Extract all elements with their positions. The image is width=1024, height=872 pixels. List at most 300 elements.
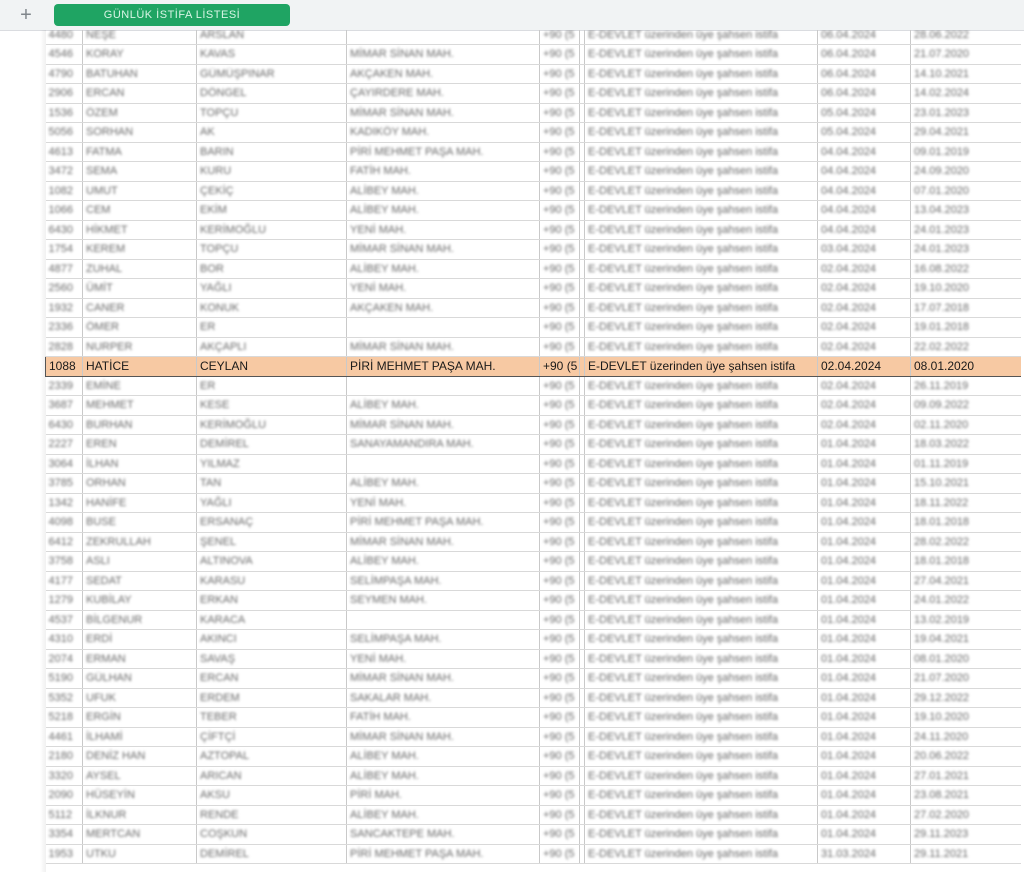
membership-date-cell[interactable]: 27.01.2021 xyxy=(911,766,1022,786)
neighborhood-cell[interactable]: AKÇAKEN MAH. xyxy=(347,64,540,84)
reason-cell[interactable]: E-DEVLET üzerinden üye şahsen istifa xyxy=(585,415,818,435)
last-name-cell[interactable]: TOPÇU xyxy=(197,103,347,123)
membership-date-cell[interactable]: 18.01.2018 xyxy=(911,552,1022,572)
member-no-cell[interactable]: 2560 xyxy=(46,279,83,299)
first-name-cell[interactable]: BUSE xyxy=(83,513,197,533)
member-no-cell[interactable]: 3785 xyxy=(46,474,83,494)
table-row[interactable] xyxy=(46,240,1022,260)
membership-date-cell[interactable]: 18.03.2022 xyxy=(911,435,1022,455)
member-no-cell[interactable]: 3687 xyxy=(46,396,83,416)
membership-date-cell[interactable]: 15.10.2021 xyxy=(911,474,1022,494)
membership-date-cell[interactable]: 16.08.2022 xyxy=(911,259,1022,279)
first-name-cell[interactable]: ÖMER xyxy=(83,318,197,338)
member-no-cell[interactable]: 1279 xyxy=(46,591,83,611)
member-no-cell[interactable]: 4461 xyxy=(46,727,83,747)
phone-cell[interactable]: +90 (5 xyxy=(540,84,580,104)
membership-date-cell[interactable]: 24.01.2023 xyxy=(911,220,1022,240)
first-name-cell[interactable]: CEM xyxy=(83,201,197,221)
resignation-date-cell[interactable]: 02.04.2024 xyxy=(818,396,911,416)
neighborhood-cell[interactable]: ALİBEY MAH. xyxy=(347,259,540,279)
first-name-cell[interactable]: BATUHAN xyxy=(83,64,197,84)
reason-cell[interactable]: E-DEVLET üzerinden üye şahsen istifa xyxy=(585,357,818,377)
first-name-cell[interactable]: MERTCAN xyxy=(83,825,197,845)
resignation-date-cell[interactable]: 06.04.2024 xyxy=(818,84,911,104)
member-no-cell[interactable]: 1754 xyxy=(46,240,83,260)
last-name-cell[interactable]: ERKAN xyxy=(197,591,347,611)
last-name-cell[interactable]: TEBER xyxy=(197,708,347,728)
resignation-date-cell[interactable]: 01.04.2024 xyxy=(818,669,911,689)
phone-cell[interactable]: +90 (5 xyxy=(540,162,580,182)
member-no-cell[interactable]: 3064 xyxy=(46,454,83,474)
member-no-cell[interactable]: 2828 xyxy=(46,337,83,357)
first-name-cell[interactable]: ZEKRULLAH xyxy=(83,532,197,552)
phone-cell[interactable]: +90 (5 xyxy=(540,649,580,669)
neighborhood-cell[interactable]: PİRİ MEHMET PAŞA MAH. xyxy=(347,844,540,864)
first-name-cell[interactable]: SEDAT xyxy=(83,571,197,591)
neighborhood-cell[interactable]: SANAYAMANDIRA MAH. xyxy=(347,435,540,455)
first-name-cell[interactable]: İLKNUR xyxy=(83,805,197,825)
membership-date-cell[interactable]: 07.01.2020 xyxy=(911,181,1022,201)
resignation-date-cell[interactable]: 01.04.2024 xyxy=(818,747,911,767)
neighborhood-cell[interactable]: YENİ MAH. xyxy=(347,649,540,669)
reason-cell[interactable]: E-DEVLET üzerinden üye şahsen istifa xyxy=(585,766,818,786)
table-row[interactable] xyxy=(46,181,1022,201)
last-name-cell[interactable]: BARIN xyxy=(197,142,347,162)
neighborhood-cell[interactable]: PİRİ MEHMET PAŞA MAH. xyxy=(347,513,540,533)
neighborhood-cell[interactable]: KADIKÖY MAH. xyxy=(347,123,540,143)
first-name-cell[interactable]: ÖZEM xyxy=(83,103,197,123)
resignation-date-cell[interactable]: 04.04.2024 xyxy=(818,162,911,182)
membership-date-cell[interactable]: 18.11.2022 xyxy=(911,493,1022,513)
phone-cell[interactable]: +90 (5 xyxy=(540,240,580,260)
last-name-cell[interactable]: ERDEM xyxy=(197,688,347,708)
membership-date-cell[interactable]: 29.11.2021 xyxy=(911,844,1022,864)
first-name-cell[interactable]: HÜSEYİN xyxy=(83,786,197,806)
first-name-cell[interactable]: KEREM xyxy=(83,240,197,260)
table-row[interactable] xyxy=(46,435,1022,455)
resignation-date-cell[interactable]: 01.04.2024 xyxy=(818,591,911,611)
member-no-cell[interactable]: 3472 xyxy=(46,162,83,182)
reason-cell[interactable]: E-DEVLET üzerinden üye şahsen istifa xyxy=(585,337,818,357)
resignation-date-cell[interactable]: 01.04.2024 xyxy=(818,786,911,806)
membership-date-cell[interactable]: 22.02.2022 xyxy=(911,337,1022,357)
table-row[interactable] xyxy=(46,786,1022,806)
last-name-cell[interactable]: YAĞLI xyxy=(197,493,347,513)
sheet-tab[interactable]: GÜNLÜK İSTİFA LİSTESİ xyxy=(54,4,290,26)
phone-cell[interactable]: +90 (5 xyxy=(540,220,580,240)
resignation-date-cell[interactable]: 01.04.2024 xyxy=(818,688,911,708)
membership-date-cell[interactable]: 24.01.2022 xyxy=(911,591,1022,611)
reason-cell[interactable]: E-DEVLET üzerinden üye şahsen istifa xyxy=(585,610,818,630)
resignation-date-cell[interactable]: 01.04.2024 xyxy=(818,610,911,630)
neighborhood-cell[interactable]: MİMAR SİNAN MAH. xyxy=(347,240,540,260)
table-row[interactable] xyxy=(46,45,1022,65)
membership-date-cell[interactable]: 28.06.2022 xyxy=(911,30,1022,45)
resignation-date-cell[interactable]: 04.04.2024 xyxy=(818,142,911,162)
first-name-cell[interactable]: SEMA xyxy=(83,162,197,182)
reason-cell[interactable]: E-DEVLET üzerinden üye şahsen istifa xyxy=(585,630,818,650)
table-row[interactable] xyxy=(46,220,1022,240)
reason-cell[interactable]: E-DEVLET üzerinden üye şahsen istifa xyxy=(585,552,818,572)
resignation-date-cell[interactable]: 02.04.2024 xyxy=(818,357,911,377)
phone-cell[interactable]: +90 (5 xyxy=(540,376,580,396)
first-name-cell[interactable]: BURHAN xyxy=(83,415,197,435)
first-name-cell[interactable]: EMİNE xyxy=(83,376,197,396)
resignation-date-cell[interactable]: 01.04.2024 xyxy=(818,552,911,572)
table-row[interactable] xyxy=(46,591,1022,611)
membership-date-cell[interactable]: 14.02.2024 xyxy=(911,84,1022,104)
reason-cell[interactable]: E-DEVLET üzerinden üye şahsen istifa xyxy=(585,84,818,104)
table-row[interactable] xyxy=(46,766,1022,786)
last-name-cell[interactable]: AK xyxy=(197,123,347,143)
phone-cell[interactable]: +90 (5 xyxy=(540,103,580,123)
neighborhood-cell[interactable]: ALİBEY MAH. xyxy=(347,552,540,572)
neighborhood-cell[interactable]: ALİBEY MAH. xyxy=(347,201,540,221)
first-name-cell[interactable]: CANER xyxy=(83,298,197,318)
phone-cell[interactable]: +90 (5 xyxy=(540,454,580,474)
reason-cell[interactable]: E-DEVLET üzerinden üye şahsen istifa xyxy=(585,142,818,162)
member-no-cell[interactable]: 1088 xyxy=(46,357,83,377)
last-name-cell[interactable]: SAVAŞ xyxy=(197,649,347,669)
member-no-cell[interactable]: 4480 xyxy=(46,30,83,45)
neighborhood-cell[interactable]: MİMAR SİNAN MAH. xyxy=(347,727,540,747)
resignation-date-cell[interactable]: 01.04.2024 xyxy=(818,708,911,728)
member-no-cell[interactable]: 2227 xyxy=(46,435,83,455)
table-row[interactable] xyxy=(46,162,1022,182)
last-name-cell[interactable]: TAN xyxy=(197,474,347,494)
resignation-date-cell[interactable]: 05.04.2024 xyxy=(818,103,911,123)
table-row[interactable] xyxy=(46,630,1022,650)
reason-cell[interactable]: E-DEVLET üzerinden üye şahsen istifa xyxy=(585,513,818,533)
membership-date-cell[interactable]: 21.07.2020 xyxy=(911,45,1022,65)
reason-cell[interactable]: E-DEVLET üzerinden üye şahsen istifa xyxy=(585,532,818,552)
neighborhood-cell[interactable]: SEYMEN MAH. xyxy=(347,591,540,611)
membership-date-cell[interactable]: 08.01.2020 xyxy=(911,357,1022,377)
first-name-cell[interactable]: ASLI xyxy=(83,552,197,572)
table-row[interactable] xyxy=(46,493,1022,513)
member-no-cell[interactable]: 2090 xyxy=(46,786,83,806)
membership-date-cell[interactable]: 13.04.2023 xyxy=(911,201,1022,221)
member-no-cell[interactable]: 4537 xyxy=(46,610,83,630)
member-no-cell[interactable]: 4098 xyxy=(46,513,83,533)
membership-date-cell[interactable]: 29.04.2021 xyxy=(911,123,1022,143)
table-row[interactable] xyxy=(46,688,1022,708)
reason-cell[interactable]: E-DEVLET üzerinden üye şahsen istifa xyxy=(585,708,818,728)
neighborhood-cell[interactable]: PİRİ MEHMET PAŞA MAH. xyxy=(347,357,540,377)
spreadsheet-grid[interactable] xyxy=(45,30,1021,872)
resignation-date-cell[interactable]: 04.04.2024 xyxy=(818,201,911,221)
neighborhood-cell[interactable]: FATİH MAH. xyxy=(347,162,540,182)
phone-cell[interactable]: +90 (5 xyxy=(540,805,580,825)
first-name-cell[interactable]: HATİCE xyxy=(83,357,197,377)
reason-cell[interactable]: E-DEVLET üzerinden üye şahsen istifa xyxy=(585,64,818,84)
neighborhood-cell[interactable]: MİMAR SİNAN MAH. xyxy=(347,532,540,552)
last-name-cell[interactable]: DÖNGEL xyxy=(197,84,347,104)
table-row[interactable] xyxy=(46,84,1022,104)
member-no-cell[interactable]: 5112 xyxy=(46,805,83,825)
member-no-cell[interactable]: 3320 xyxy=(46,766,83,786)
neighborhood-cell[interactable]: MİMAR SİNAN MAH. xyxy=(347,45,540,65)
member-no-cell[interactable]: 2074 xyxy=(46,649,83,669)
table-row[interactable] xyxy=(46,279,1022,299)
phone-cell[interactable]: +90 (5 xyxy=(540,435,580,455)
reason-cell[interactable]: E-DEVLET üzerinden üye şahsen istifa xyxy=(585,844,818,864)
resignation-date-cell[interactable]: 02.04.2024 xyxy=(818,376,911,396)
member-no-cell[interactable]: 2339 xyxy=(46,376,83,396)
phone-cell[interactable]: +90 (5 xyxy=(540,396,580,416)
phone-cell[interactable]: +90 (5 xyxy=(540,688,580,708)
phone-cell[interactable]: +90 (5 xyxy=(540,318,580,338)
first-name-cell[interactable]: BİLGENUR xyxy=(83,610,197,630)
reason-cell[interactable]: E-DEVLET üzerinden üye şahsen istifa xyxy=(585,396,818,416)
table-row[interactable] xyxy=(46,415,1022,435)
table-row[interactable] xyxy=(46,337,1022,357)
reason-cell[interactable]: E-DEVLET üzerinden üye şahsen istifa xyxy=(585,805,818,825)
table-row[interactable] xyxy=(46,747,1022,767)
member-no-cell[interactable]: 1536 xyxy=(46,103,83,123)
highlighted-row[interactable] xyxy=(46,357,1022,377)
resignation-date-cell[interactable]: 02.04.2024 xyxy=(818,259,911,279)
resignation-date-cell[interactable]: 01.04.2024 xyxy=(818,805,911,825)
last-name-cell[interactable]: ERSANAÇ xyxy=(197,513,347,533)
reason-cell[interactable]: E-DEVLET üzerinden üye şahsen istifa xyxy=(585,201,818,221)
last-name-cell[interactable]: ER xyxy=(197,318,347,338)
reason-cell[interactable]: E-DEVLET üzerinden üye şahsen istifa xyxy=(585,298,818,318)
member-no-cell[interactable]: 4310 xyxy=(46,630,83,650)
resignation-date-cell[interactable]: 01.04.2024 xyxy=(818,513,911,533)
membership-date-cell[interactable]: 19.10.2020 xyxy=(911,279,1022,299)
reason-cell[interactable]: E-DEVLET üzerinden üye şahsen istifa xyxy=(585,493,818,513)
resignation-date-cell[interactable]: 02.04.2024 xyxy=(818,318,911,338)
neighborhood-cell[interactable] xyxy=(347,610,540,630)
last-name-cell[interactable]: CEYLAN xyxy=(197,357,347,377)
neighborhood-cell[interactable]: ALİBEY MAH. xyxy=(347,396,540,416)
first-name-cell[interactable]: DENİZ HAN xyxy=(83,747,197,767)
phone-cell[interactable]: +90 (5 xyxy=(540,30,580,45)
member-no-cell[interactable]: 1932 xyxy=(46,298,83,318)
phone-cell[interactable]: +90 (5 xyxy=(540,279,580,299)
member-no-cell[interactable]: 1342 xyxy=(46,493,83,513)
membership-date-cell[interactable]: 26.11.2019 xyxy=(911,376,1022,396)
resignation-date-cell[interactable]: 01.04.2024 xyxy=(818,435,911,455)
resignation-date-cell[interactable]: 06.04.2024 xyxy=(818,30,911,45)
phone-cell[interactable]: +90 (5 xyxy=(540,45,580,65)
reason-cell[interactable]: E-DEVLET üzerinden üye şahsen istifa xyxy=(585,786,818,806)
last-name-cell[interactable]: GÜMÜŞPINAR xyxy=(197,64,347,84)
first-name-cell[interactable]: UFUK xyxy=(83,688,197,708)
membership-date-cell[interactable]: 27.02.2020 xyxy=(911,805,1022,825)
reason-cell[interactable]: E-DEVLET üzerinden üye şahsen istifa xyxy=(585,279,818,299)
table-row[interactable] xyxy=(46,708,1022,728)
first-name-cell[interactable]: UMUT xyxy=(83,181,197,201)
last-name-cell[interactable]: KARASU xyxy=(197,571,347,591)
membership-date-cell[interactable]: 24.11.2020 xyxy=(911,727,1022,747)
member-no-cell[interactable]: 6430 xyxy=(46,415,83,435)
member-no-cell[interactable]: 3354 xyxy=(46,825,83,845)
phone-cell[interactable]: +90 (5 xyxy=(540,727,580,747)
membership-date-cell[interactable]: 29.11.2023 xyxy=(911,825,1022,845)
last-name-cell[interactable]: ARICAN xyxy=(197,766,347,786)
neighborhood-cell[interactable]: YENİ MAH. xyxy=(347,279,540,299)
reason-cell[interactable]: E-DEVLET üzerinden üye şahsen istifa xyxy=(585,688,818,708)
neighborhood-cell[interactable] xyxy=(347,30,540,45)
first-name-cell[interactable]: NEŞE xyxy=(83,30,197,45)
last-name-cell[interactable]: ARSLAN xyxy=(197,30,347,45)
reason-cell[interactable]: E-DEVLET üzerinden üye şahsen istifa xyxy=(585,669,818,689)
first-name-cell[interactable]: MEHMET xyxy=(83,396,197,416)
phone-cell[interactable]: +90 (5 xyxy=(540,747,580,767)
first-name-cell[interactable]: EREN xyxy=(83,435,197,455)
last-name-cell[interactable]: RENDE xyxy=(197,805,347,825)
table-row[interactable] xyxy=(46,532,1022,552)
member-no-cell[interactable]: 1066 xyxy=(46,201,83,221)
phone-cell[interactable]: +90 (5 xyxy=(540,64,580,84)
neighborhood-cell[interactable]: ALİBEY MAH. xyxy=(347,766,540,786)
neighborhood-cell[interactable]: YENİ MAH. xyxy=(347,493,540,513)
membership-date-cell[interactable]: 29.12.2022 xyxy=(911,688,1022,708)
resignation-date-cell[interactable]: 01.04.2024 xyxy=(818,630,911,650)
last-name-cell[interactable]: DEMİREL xyxy=(197,844,347,864)
first-name-cell[interactable]: NURPER xyxy=(83,337,197,357)
neighborhood-cell[interactable]: FATİH MAH. xyxy=(347,708,540,728)
table-row[interactable] xyxy=(46,298,1022,318)
membership-date-cell[interactable]: 17.07.2018 xyxy=(911,298,1022,318)
last-name-cell[interactable]: ALTINOVA xyxy=(197,552,347,572)
last-name-cell[interactable]: AKINCI xyxy=(197,630,347,650)
phone-cell[interactable]: +90 (5 xyxy=(540,708,580,728)
membership-date-cell[interactable]: 09.01.2019 xyxy=(911,142,1022,162)
reason-cell[interactable]: E-DEVLET üzerinden üye şahsen istifa xyxy=(585,825,818,845)
reason-cell[interactable]: E-DEVLET üzerinden üye şahsen istifa xyxy=(585,727,818,747)
phone-cell[interactable]: +90 (5 xyxy=(540,357,580,377)
membership-date-cell[interactable]: 23.01.2023 xyxy=(911,103,1022,123)
first-name-cell[interactable]: ERDİ xyxy=(83,630,197,650)
phone-cell[interactable]: +90 (5 xyxy=(540,493,580,513)
neighborhood-cell[interactable]: ALİBEY MAH. xyxy=(347,474,540,494)
table-row[interactable] xyxy=(46,825,1022,845)
reason-cell[interactable]: E-DEVLET üzerinden üye şahsen istifa xyxy=(585,435,818,455)
neighborhood-cell[interactable]: SELİMPAŞA MAH. xyxy=(347,630,540,650)
membership-date-cell[interactable]: 24.01.2023 xyxy=(911,240,1022,260)
table-row[interactable] xyxy=(46,103,1022,123)
member-no-cell[interactable]: 4613 xyxy=(46,142,83,162)
first-name-cell[interactable]: FATMA xyxy=(83,142,197,162)
first-name-cell[interactable]: ERMAN xyxy=(83,649,197,669)
reason-cell[interactable]: E-DEVLET üzerinden üye şahsen istifa xyxy=(585,45,818,65)
phone-cell[interactable]: +90 (5 xyxy=(540,142,580,162)
member-no-cell[interactable]: 6430 xyxy=(46,220,83,240)
resignation-date-cell[interactable]: 01.04.2024 xyxy=(818,825,911,845)
reason-cell[interactable]: E-DEVLET üzerinden üye şahsen istifa xyxy=(585,162,818,182)
member-no-cell[interactable]: 6412 xyxy=(46,532,83,552)
table-row[interactable] xyxy=(46,376,1022,396)
member-no-cell[interactable]: 5218 xyxy=(46,708,83,728)
phone-cell[interactable]: +90 (5 xyxy=(540,571,580,591)
neighborhood-cell[interactable]: AKÇAKEN MAH. xyxy=(347,298,540,318)
reason-cell[interactable]: E-DEVLET üzerinden üye şahsen istifa xyxy=(585,649,818,669)
membership-date-cell[interactable]: 23.08.2021 xyxy=(911,786,1022,806)
phone-cell[interactable]: +90 (5 xyxy=(540,415,580,435)
membership-date-cell[interactable]: 27.04.2021 xyxy=(911,571,1022,591)
reason-cell[interactable]: E-DEVLET üzerinden üye şahsen istifa xyxy=(585,220,818,240)
table-row[interactable] xyxy=(46,571,1022,591)
membership-date-cell[interactable]: 09.09.2022 xyxy=(911,396,1022,416)
neighborhood-cell[interactable]: MİMAR SİNAN MAH. xyxy=(347,103,540,123)
resignation-date-cell[interactable]: 05.04.2024 xyxy=(818,123,911,143)
resignation-date-cell[interactable]: 01.04.2024 xyxy=(818,766,911,786)
resignation-date-cell[interactable]: 03.04.2024 xyxy=(818,240,911,260)
first-name-cell[interactable]: HİKMET xyxy=(83,220,197,240)
member-no-cell[interactable]: 4177 xyxy=(46,571,83,591)
resignation-date-cell[interactable]: 04.04.2024 xyxy=(818,220,911,240)
neighborhood-cell[interactable] xyxy=(347,376,540,396)
last-name-cell[interactable]: TOPÇU xyxy=(197,240,347,260)
last-name-cell[interactable]: ÇEKİÇ xyxy=(197,181,347,201)
phone-cell[interactable]: +90 (5 xyxy=(540,201,580,221)
last-name-cell[interactable]: DEMİREL xyxy=(197,435,347,455)
resignation-date-cell[interactable]: 02.04.2024 xyxy=(818,415,911,435)
neighborhood-cell[interactable]: MİMAR SİNAN MAH. xyxy=(347,669,540,689)
neighborhood-cell[interactable]: SELİMPAŞA MAH. xyxy=(347,571,540,591)
member-no-cell[interactable]: 2336 xyxy=(46,318,83,338)
table-row[interactable] xyxy=(46,649,1022,669)
neighborhood-cell[interactable]: YENİ MAH. xyxy=(347,220,540,240)
membership-date-cell[interactable]: 14.10.2021 xyxy=(911,64,1022,84)
first-name-cell[interactable]: HANİFE xyxy=(83,493,197,513)
membership-date-cell[interactable]: 28.02.2022 xyxy=(911,532,1022,552)
member-no-cell[interactable]: 1953 xyxy=(46,844,83,864)
phone-cell[interactable]: +90 (5 xyxy=(540,591,580,611)
membership-date-cell[interactable]: 18.01.2018 xyxy=(911,513,1022,533)
neighborhood-cell[interactable]: MİMAR SİNAN MAH. xyxy=(347,337,540,357)
phone-cell[interactable]: +90 (5 xyxy=(540,766,580,786)
last-name-cell[interactable]: KESE xyxy=(197,396,347,416)
last-name-cell[interactable]: KURU xyxy=(197,162,347,182)
membership-date-cell[interactable]: 20.06.2022 xyxy=(911,747,1022,767)
table-row[interactable] xyxy=(46,123,1022,143)
resignation-date-cell[interactable]: 02.04.2024 xyxy=(818,279,911,299)
add-sheet-icon[interactable]: + xyxy=(20,4,32,26)
last-name-cell[interactable]: KARACA xyxy=(197,610,347,630)
last-name-cell[interactable]: EKİM xyxy=(197,201,347,221)
table-row[interactable] xyxy=(46,64,1022,84)
member-no-cell[interactable]: 4790 xyxy=(46,64,83,84)
neighborhood-cell[interactable]: ALİBEY MAH. xyxy=(347,181,540,201)
table-row[interactable] xyxy=(46,259,1022,279)
phone-cell[interactable]: +90 (5 xyxy=(540,532,580,552)
resignation-date-cell[interactable]: 02.04.2024 xyxy=(818,298,911,318)
last-name-cell[interactable]: KERİMOĞLU xyxy=(197,415,347,435)
first-name-cell[interactable]: İLHAN xyxy=(83,454,197,474)
reason-cell[interactable]: E-DEVLET üzerinden üye şahsen istifa xyxy=(585,259,818,279)
phone-cell[interactable]: +90 (5 xyxy=(540,844,580,864)
table-row[interactable] xyxy=(46,396,1022,416)
reason-cell[interactable]: E-DEVLET üzerinden üye şahsen istifa xyxy=(585,318,818,338)
reason-cell[interactable]: E-DEVLET üzerinden üye şahsen istifa xyxy=(585,591,818,611)
phone-cell[interactable]: +90 (5 xyxy=(540,610,580,630)
membership-date-cell[interactable]: 21.07.2020 xyxy=(911,669,1022,689)
neighborhood-cell[interactable]: SAKALAR MAH. xyxy=(347,688,540,708)
last-name-cell[interactable]: AKSU xyxy=(197,786,347,806)
resignation-date-cell[interactable]: 06.04.2024 xyxy=(818,64,911,84)
membership-date-cell[interactable]: 19.04.2021 xyxy=(911,630,1022,650)
first-name-cell[interactable]: ERGİN xyxy=(83,708,197,728)
resignation-date-cell[interactable]: 01.04.2024 xyxy=(818,532,911,552)
table-row[interactable] xyxy=(46,610,1022,630)
last-name-cell[interactable]: ERCAN xyxy=(197,669,347,689)
phone-cell[interactable]: +90 (5 xyxy=(540,337,580,357)
first-name-cell[interactable]: KUBİLAY xyxy=(83,591,197,611)
